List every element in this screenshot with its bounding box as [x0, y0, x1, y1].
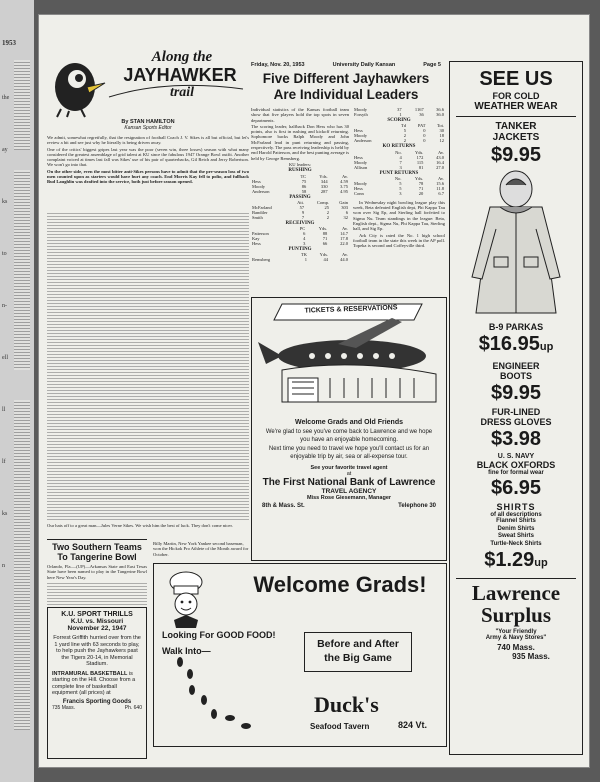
table-row [353, 165, 445, 170]
travel-ad-banner: TICKETS & RESERVATIONS [304, 304, 398, 315]
travel-ad-see: See your favorite travel agent [310, 465, 388, 471]
stat-value: 27.0 [436, 164, 444, 170]
stat-value: 0 [423, 133, 426, 139]
travel-ad-address: 8th & Mass. St. [262, 503, 305, 509]
surplus-address1: 740 Mass. [497, 643, 535, 652]
prev-page-fragment: ks [2, 511, 8, 517]
stats-section-title: PUNT RETURNS [379, 170, 419, 176]
travel-ad-contact [252, 501, 446, 511]
surplus-name-line2: Surplus [480, 603, 552, 627]
surplus-for-cold: FOR COLD [492, 91, 540, 101]
travel-ad-manager: Miss Rose Giesemann, Manager [306, 495, 392, 501]
stat-value: 75 [301, 178, 307, 184]
player-name: Moody [354, 180, 368, 186]
prev-page-fragment: ks [2, 199, 8, 205]
previous-page-edge [0, 0, 34, 782]
intramural-body: is starting on the Hill. Choose from a complete line of basketball equipment (all prices) at [52, 670, 136, 696]
stat-value: 1 [304, 257, 307, 263]
header-date: Friday, Nov. 20, 1953 [251, 62, 305, 68]
stat-value: 44 [323, 257, 328, 263]
stats-column-header: Yds. [414, 175, 424, 181]
stat-value: 12 [439, 138, 444, 144]
column-closing [47, 523, 249, 529]
stat-value: 6.7 [438, 190, 444, 196]
player-name: Forsyth [354, 112, 368, 117]
ducks-tavern: Seafood Tavern [310, 722, 370, 731]
stat-value: 44.0 [340, 257, 348, 263]
prev-page-column [14, 60, 30, 150]
intramural-title: INTRAMURAL BASKETBALL [52, 670, 128, 677]
stat-value: 4.95 [340, 188, 348, 194]
stat-value: 20 [418, 190, 424, 196]
stat-value: 86 [301, 183, 307, 189]
player-name: Hess [252, 178, 261, 184]
stats-table-scoring [353, 123, 445, 143]
player-name: Hess [252, 241, 261, 247]
stat-value: 43.0 [436, 154, 444, 160]
table-row [251, 215, 349, 220]
footprints-icon [174, 656, 264, 734]
header-page: Page 5 [423, 62, 441, 68]
travel-ad-phone: Telephone 30 [398, 503, 436, 509]
stat-value: 5 [399, 180, 402, 186]
stats-column-header: No. [395, 149, 402, 155]
stats-column-header: Av. [342, 226, 348, 232]
main-story-left [251, 107, 349, 262]
stat-value: 14.7 [340, 231, 348, 237]
header-paper: University Daily Kansan [332, 62, 396, 68]
player-name: Remsberg [252, 257, 271, 263]
surplus-tagline2: Army & Navy Stores" [485, 635, 547, 641]
stats-column-header: Yds. [415, 149, 424, 155]
main-story-leaders-label: KU leaders: [288, 161, 312, 167]
stats-section-title: PUNTING [288, 247, 312, 253]
player-name: Bandiler [252, 209, 268, 215]
tickets-illustration [252, 298, 444, 410]
stat-value: 66 [322, 241, 328, 247]
stat-value: 4 [303, 236, 306, 242]
player-name: Moody [354, 107, 368, 112]
surplus-divider [456, 116, 576, 117]
bowling-story: In Wednesday night bowling league play this week, Beta defeated English dept, Phi Kappa Tau won over Sig Ep, and Sterling hall forfeited to Sigma Nu. Team standings in the league: Beta, English dept., Sigma Nu, Phi Kappa Tau, Sterling hall, and Sig Ep. [353, 199, 445, 232]
stats-column-header: Comp. [316, 199, 330, 205]
stats-column-header: TK [300, 252, 307, 258]
column-body [47, 135, 249, 186]
stats-section-title: KO RETURNS [382, 144, 416, 150]
yankee-story: Billy Martin, New York Yankee second baseman, won the Hickok Pro Athlete of the Month award for October. [153, 541, 249, 557]
surplus-price-shirts-suffix: up [534, 557, 548, 569]
main-headline-line2: Are Individual Leaders [273, 87, 419, 102]
surplus-tagline1: "Your Friendly [495, 629, 537, 635]
prev-page-fragment: ell [2, 355, 8, 361]
table-row [353, 191, 445, 196]
prev-page-column [14, 400, 30, 730]
stat-value: 3.75 [340, 183, 348, 189]
surplus-divider [456, 578, 576, 579]
lawrence-surplus-ad [449, 61, 583, 755]
ducks-game: the Big Game [324, 652, 392, 664]
stats-column-header: Yds. [319, 173, 328, 179]
stat-value: 5 [399, 185, 402, 191]
ducks-looking: Looking For GOOD FOOD! [162, 630, 276, 640]
stats-table-passing [251, 200, 349, 220]
sport-thrills-matchup: K.U. vs. Missouri [70, 618, 124, 625]
stat-value: 3 [399, 190, 402, 196]
stat-value: 36 [419, 112, 424, 117]
surplus-shirts-list [450, 518, 582, 548]
surplus-item-oxfords-line2: BLACK OXFORDS [476, 460, 556, 470]
stats-column-header: TC [300, 173, 307, 179]
surplus-price-shirts-row [450, 548, 582, 575]
column-logo [47, 49, 247, 119]
player-name: Anderson [252, 188, 270, 194]
stat-value: 0 [423, 138, 426, 144]
stat-value: 2 [326, 209, 330, 215]
stat-value: 9 [301, 209, 305, 215]
list-item: Flannel Shirts [496, 518, 536, 524]
bowl-story-headline: Two Southern Teams To Tangerine Bowl [52, 542, 142, 562]
surplus-price-gloves: $3.98 [490, 428, 542, 450]
list-item: Sweat Shirts [497, 533, 534, 539]
stats-column-header: Av. [438, 175, 444, 181]
prev-page-fragment: n- [2, 303, 7, 309]
sport-thrills-title: K.U. SPORT THRILLS [61, 611, 133, 618]
stat-value: 3 [303, 241, 306, 247]
stat-value: 71 [418, 185, 424, 191]
surplus-see-us: SEE US [479, 68, 553, 90]
stat-value: 344 [320, 178, 328, 184]
stat-value: 88 [322, 231, 328, 237]
stat-value: 57 [299, 204, 305, 210]
column-paragraph: One of the critics' biggest gripes last year was the poor (seven win, three losses) season with what many considered the greatest assemblage of grid talent at KU since the fabulous 1947 Orange Bowl outfit. Another complaint voiced at times last fall was Sikes' use of his pair of quarterbacks, Gil Reich and Jerry Robertson. We won't go into that. [47, 146, 249, 168]
main-story-right [353, 107, 445, 250]
stats-column-header: Av. [342, 173, 348, 179]
player-name: Kay [252, 236, 260, 242]
player-name: McFarland [252, 204, 272, 210]
sport-thrills-ad [47, 607, 147, 759]
stat-value: 16.4 [436, 159, 444, 165]
prev-page-fragment: lf [2, 459, 6, 465]
surplus-item-oxfords-line3: fine for formal wear [488, 470, 544, 476]
travel-agency-ad [251, 297, 447, 561]
ark-city-story: Ark City is rated the No. 1 high school football team in the state this week in the AP poll. Topeka is second and Coffeyville third. [353, 232, 445, 249]
stat-value: 3 [399, 164, 402, 170]
stats-table-ko-returns [353, 150, 445, 170]
byline [47, 119, 249, 131]
prev-page-year: 1953 [2, 39, 16, 47]
chef-icon [160, 570, 212, 630]
stats-table-punting [251, 252, 349, 262]
stats-section-title: RECEIVING [285, 220, 315, 226]
table-row [353, 138, 445, 143]
stat-value: 4 [399, 154, 402, 160]
column-paragraph: On the other side, even the most bitter anti-Sikes persons have to admit that the pre-season loss of two men counted upon as starters would have hurt any coach. End Morris Kay fell to polio, and fullback Bud Laughlin was drafted into the service, both just before season opened. [47, 168, 249, 185]
surplus-shirts: SHIRTS [496, 502, 536, 512]
prev-page-fragment: ll [2, 407, 6, 413]
surplus-price-parkas: $16.95 [478, 333, 540, 355]
sporting-goods-name: Francis Sporting Goods [62, 698, 132, 705]
surplus-item-oxfords-line1: U. S. NAVY [497, 453, 535, 460]
newspaper-page [38, 14, 590, 768]
ducks-tavern-ad [153, 563, 447, 747]
stat-value: 2 [326, 214, 330, 220]
travel-ad-at: at [346, 471, 352, 477]
surplus-shirts-sub: of all descriptions [490, 512, 542, 518]
intramural-block [48, 668, 146, 697]
player-name: Hess [354, 154, 363, 160]
stat-value: 2 [403, 138, 406, 144]
sporting-goods-contact [48, 705, 146, 711]
ducks-address: 824 Vt. [398, 720, 428, 730]
travel-ad-bank: The First National Bank of Lawrence [262, 477, 436, 488]
stats-column-header: Av. [438, 149, 444, 155]
stat-value: 37 [397, 107, 402, 112]
prev-page-fragment: to [2, 251, 7, 257]
sporting-goods-phone: Ph. 640 [124, 704, 142, 711]
stat-value: 11.8 [436, 185, 444, 191]
table-row [353, 112, 445, 117]
stat-value: 25 [324, 204, 330, 210]
stat-value: 1167 [414, 107, 424, 112]
stat-value: 6 [303, 231, 306, 237]
column-logo-line2: JAYHAWKER [123, 65, 237, 85]
surplus-address2: 935 Mass. [512, 652, 550, 661]
surplus-name-line1: Lawrence [471, 581, 561, 605]
column-paragraph: Our hats off to a great man—Jules Verne Sikes. We wish him the best of luck. They don't come nicer. [47, 523, 233, 528]
stats-column-header: PC [299, 226, 306, 232]
column-logo-line3: trail [169, 85, 195, 100]
ducks-welcome: Welcome Grads! [253, 572, 427, 597]
stats-column-header: Td [400, 123, 406, 129]
stats-left [251, 168, 349, 262]
main-story-body: The scoring leader, halfback Don Hess who has 30 points, also is first in rushing and kickoff returning. Sophomore backs Ralph Moody and John McFarland lead in punt returning and passing, respectively. The pass receiving leadership is held by end Harold Patterson, and the best punting average is held by George Remsberg. [251, 123, 349, 161]
stat-value: 4.59 [340, 178, 348, 184]
stats-table-receiving [251, 226, 349, 246]
sport-thrills-date: November 22, 1947 [67, 625, 127, 632]
stat-value: 30 [439, 128, 444, 134]
player-name: Moody [252, 183, 266, 189]
player-name: Moody [354, 133, 368, 139]
travel-ad-agency: TRAVEL AGENCY [321, 488, 377, 495]
stat-value: 36.0 [436, 112, 444, 117]
surplus-price-oxfords: $6.95 [490, 477, 542, 499]
stat-value: 81 [418, 164, 424, 170]
surplus-item-gloves: FUR-LINED DRESS GLOVES [480, 407, 552, 427]
stat-value: 0 [423, 128, 426, 134]
stats-table-rushing [251, 174, 349, 194]
surplus-item-tanker: TANKER JACKETS [492, 121, 540, 143]
bowl-story-text: Orlando, Fla.—(UP)—Arkansas State and East Texas State have been named to play in the Tangerine Bowl here New Year's Day. [47, 564, 147, 580]
travel-ad-welcome: Welcome Grads and Old Friends [294, 419, 403, 426]
travel-ad-body2: Next time you need to travel we hope you'll contact us for an enjoyable trip by air, sea or all-expense tour. [268, 446, 430, 460]
stats-table-kickoffs [353, 107, 445, 117]
stat-value: 287 [320, 188, 328, 194]
player-name: Smith [252, 214, 263, 220]
stat-value: 2 [403, 133, 406, 139]
stats-column-header: Av. [342, 252, 348, 258]
ducks-walk: Walk Into— [162, 646, 211, 656]
prev-page-column [14, 170, 30, 370]
stat-value: 7 [399, 159, 402, 165]
byline-name: By STAN HAMILTON [121, 119, 175, 125]
byline-title: Kansan Sports Editor [124, 125, 172, 131]
stats-section-title: RUSHING [288, 168, 312, 174]
stat-value: 6 [345, 209, 348, 215]
player-name: Hess [354, 128, 363, 134]
stat-value: 71 [322, 236, 328, 242]
stat-value: 32 [343, 214, 348, 220]
stats-column-header: No. [394, 175, 402, 181]
player-name: Patterson [252, 231, 269, 237]
surplus-price-parkas-suffix: up [539, 341, 554, 353]
player-name: Moody [354, 159, 368, 165]
stat-value: 18 [439, 133, 444, 139]
page-header [251, 62, 441, 68]
stat-value: 7 [301, 214, 305, 220]
stats-right [353, 107, 445, 196]
sporting-goods-address: 735 Mass. [52, 704, 76, 711]
stat-value: 17.8 [340, 236, 348, 242]
surplus-item-parkas: B-9 PARKAS [488, 322, 544, 332]
surplus-price-shirts: $1.29 [484, 549, 535, 571]
stats-section-title: SCORING [387, 118, 411, 123]
surplus-item-boots: ENGINEER BOOTS [492, 361, 540, 381]
travel-ad-body: We're glad to see you've come back to Lawrence and we hope you have an enjoyable homecoming. [265, 429, 433, 443]
stat-value: 78 [418, 180, 424, 186]
list-item: Turtle-Neck Shirts [490, 540, 542, 547]
stat-value: 1 [399, 112, 402, 117]
stat-value: 5 [403, 128, 406, 134]
stat-value: 36.6 [436, 107, 444, 112]
surplus-price-parkas-row [450, 332, 582, 359]
stats-column-header: Tot. [436, 123, 444, 129]
main-story-lede: Individual statistics of the Kansas football team show that five players hold the top spots in seven departments. [251, 107, 349, 123]
stat-value: 15.6 [436, 180, 444, 186]
stats-section-title: PASSING [289, 194, 311, 200]
sport-thrills-body: Forrest Griffith hurried over from the 1 yard line with 63 seconds to play, to help push the Jayhawkers past the Tigers 20-14, in Memorial Stadium. [53, 635, 141, 667]
table-row [251, 257, 349, 262]
stat-value: 303 [341, 204, 348, 210]
stats-column-header: Yds. [318, 226, 328, 232]
ducks-before-after-box [304, 632, 412, 672]
prev-page-fragment: ay [2, 147, 8, 153]
stat-value: 115 [416, 159, 424, 165]
stat-value: 330 [320, 183, 328, 189]
stats-column-header: Att. [297, 199, 305, 205]
ducks-name: Duck's [314, 692, 379, 717]
column-logo-line1: Along the [151, 49, 213, 65]
surplus-weather: WEATHER WEAR [474, 101, 558, 112]
player-name: Allison [354, 164, 368, 170]
list-item: Denim Shirts [497, 525, 535, 532]
stat-value: 172 [416, 154, 424, 160]
stats-column-header: Yds. [319, 252, 328, 258]
column-paragraph: We admit, somewhat regretfully, that the resignation of football Coach J. V. Sikes is all but official, but let's review a bit and see just why he literally is being driven away. [47, 135, 249, 146]
player-name: Hess [354, 185, 363, 191]
stats-column-header: Gain [339, 199, 348, 205]
player-name: Conn [354, 190, 364, 196]
prev-page-fragment: n [2, 563, 5, 569]
main-headline-line1: Five Different Jayhawkers [262, 71, 430, 86]
stat-value: 22.0 [340, 241, 348, 247]
bowl-story [47, 539, 147, 615]
player-name: Anderson [354, 138, 372, 144]
stats-column-header: PAT [417, 123, 426, 129]
table-row [251, 241, 349, 246]
column-text-block [47, 211, 249, 521]
stat-value: 58 [301, 188, 307, 194]
main-headline [249, 71, 443, 103]
table-row [251, 189, 349, 194]
parka-illustration [460, 167, 572, 317]
surplus-price-boots: $9.95 [490, 382, 542, 404]
surplus-price-tanker: $9.95 [490, 144, 542, 166]
prev-page-fragment: the [2, 95, 10, 101]
ducks-before: Before and After [317, 638, 399, 650]
stats-table-punt-returns [353, 176, 445, 196]
